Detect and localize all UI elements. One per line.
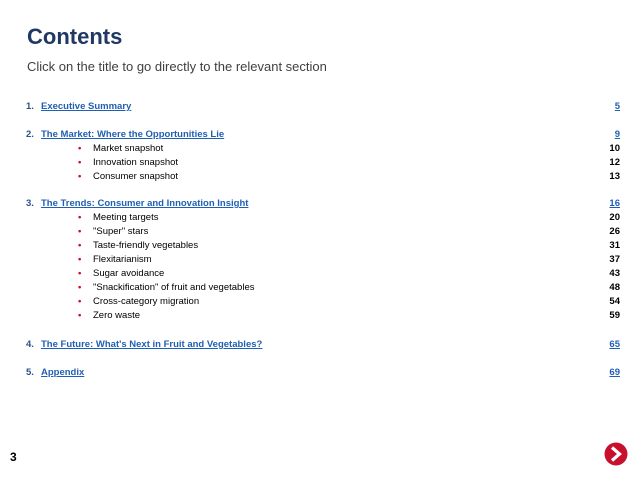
page-title: Contents bbox=[27, 24, 123, 49]
bullet-icon: • bbox=[78, 254, 82, 265]
bullet-icon: • bbox=[78, 226, 82, 237]
bullet-icon: • bbox=[78, 240, 82, 251]
section-number: 2. bbox=[26, 129, 34, 140]
section-page-link[interactable]: 69 bbox=[609, 367, 620, 378]
toc-item bbox=[26, 142, 620, 156]
toc-item-label: Market snapshot bbox=[93, 143, 164, 154]
bullet-icon: • bbox=[78, 296, 82, 307]
page-subtitle: Click on the title to go directly to the relevant section bbox=[27, 59, 327, 74]
toc-section-3 bbox=[26, 197, 620, 211]
toc-item bbox=[26, 239, 620, 253]
toc-item-page: 20 bbox=[609, 212, 620, 223]
section-page-link[interactable]: 5 bbox=[614, 101, 620, 112]
section-link-the-trends[interactable]: The Trends: Consumer and Innovation Insight bbox=[41, 198, 249, 209]
toc-item-page: 31 bbox=[609, 240, 620, 251]
section-link-the-future[interactable]: The Future: What's Next in Fruit and Vegetables? bbox=[41, 339, 263, 350]
toc-item-page: 59 bbox=[609, 310, 620, 321]
page-number: 3 bbox=[10, 450, 17, 464]
toc-item bbox=[26, 225, 620, 239]
toc-item-label: Meeting targets bbox=[93, 212, 159, 223]
toc-item bbox=[26, 309, 620, 323]
toc-item-page: 12 bbox=[609, 157, 620, 168]
toc-item-label: Sugar avoidance bbox=[93, 268, 165, 279]
toc-item bbox=[26, 170, 620, 184]
toc-item bbox=[26, 295, 620, 309]
toc-item-page: 13 bbox=[609, 171, 620, 182]
section-link-appendix[interactable]: Appendix bbox=[41, 367, 85, 378]
section-page-link[interactable]: 65 bbox=[609, 339, 620, 350]
toc-section-1 bbox=[26, 100, 620, 114]
toc-item-label: Cross-category migration bbox=[93, 296, 200, 307]
bullet-icon: • bbox=[78, 282, 82, 293]
toc-item-page: 48 bbox=[609, 282, 620, 293]
toc-item-label: Consumer snapshot bbox=[93, 171, 179, 182]
section-number: 3. bbox=[26, 198, 34, 209]
section-link-the-market[interactable]: The Market: Where the Opportunities Lie bbox=[41, 129, 225, 140]
toc-item-label: "Super" stars bbox=[93, 226, 149, 237]
section-number: 5. bbox=[26, 367, 34, 378]
toc-item-page: 43 bbox=[609, 268, 620, 279]
section-number: 1. bbox=[26, 101, 34, 112]
toc-item-label: Taste-friendly vegetables bbox=[93, 240, 199, 251]
toc-item-label: Flexitarianism bbox=[93, 254, 152, 265]
toc-item bbox=[26, 281, 620, 295]
toc-item-page: 37 bbox=[609, 254, 620, 265]
toc-section-5 bbox=[26, 366, 620, 380]
toc-item-page: 54 bbox=[609, 296, 620, 307]
toc-item-label: Innovation snapshot bbox=[93, 157, 179, 168]
toc-item-page: 26 bbox=[609, 226, 620, 237]
section-number: 4. bbox=[26, 339, 34, 350]
bullet-icon: • bbox=[78, 171, 82, 182]
toc-item bbox=[26, 267, 620, 281]
section-page-link[interactable]: 16 bbox=[609, 198, 620, 209]
toc-item-page: 10 bbox=[609, 143, 620, 154]
toc-item-label: "Snackification" of fruit and vegetables bbox=[93, 282, 255, 293]
section-page-link[interactable]: 9 bbox=[614, 129, 620, 140]
brand-chevron-icon bbox=[604, 442, 628, 466]
toc-item-label: Zero waste bbox=[93, 310, 140, 321]
toc-item bbox=[26, 211, 620, 225]
toc-item bbox=[26, 156, 620, 170]
toc-section-2 bbox=[26, 128, 620, 142]
bullet-icon: • bbox=[78, 157, 82, 168]
bullet-icon: • bbox=[78, 268, 82, 279]
bullet-icon: • bbox=[78, 310, 82, 321]
toc-item bbox=[26, 253, 620, 267]
bullet-icon: • bbox=[78, 143, 82, 154]
section-link-executive-summary[interactable]: Executive Summary bbox=[41, 101, 132, 112]
bullet-icon: • bbox=[78, 212, 82, 223]
toc-section-4 bbox=[26, 338, 620, 352]
